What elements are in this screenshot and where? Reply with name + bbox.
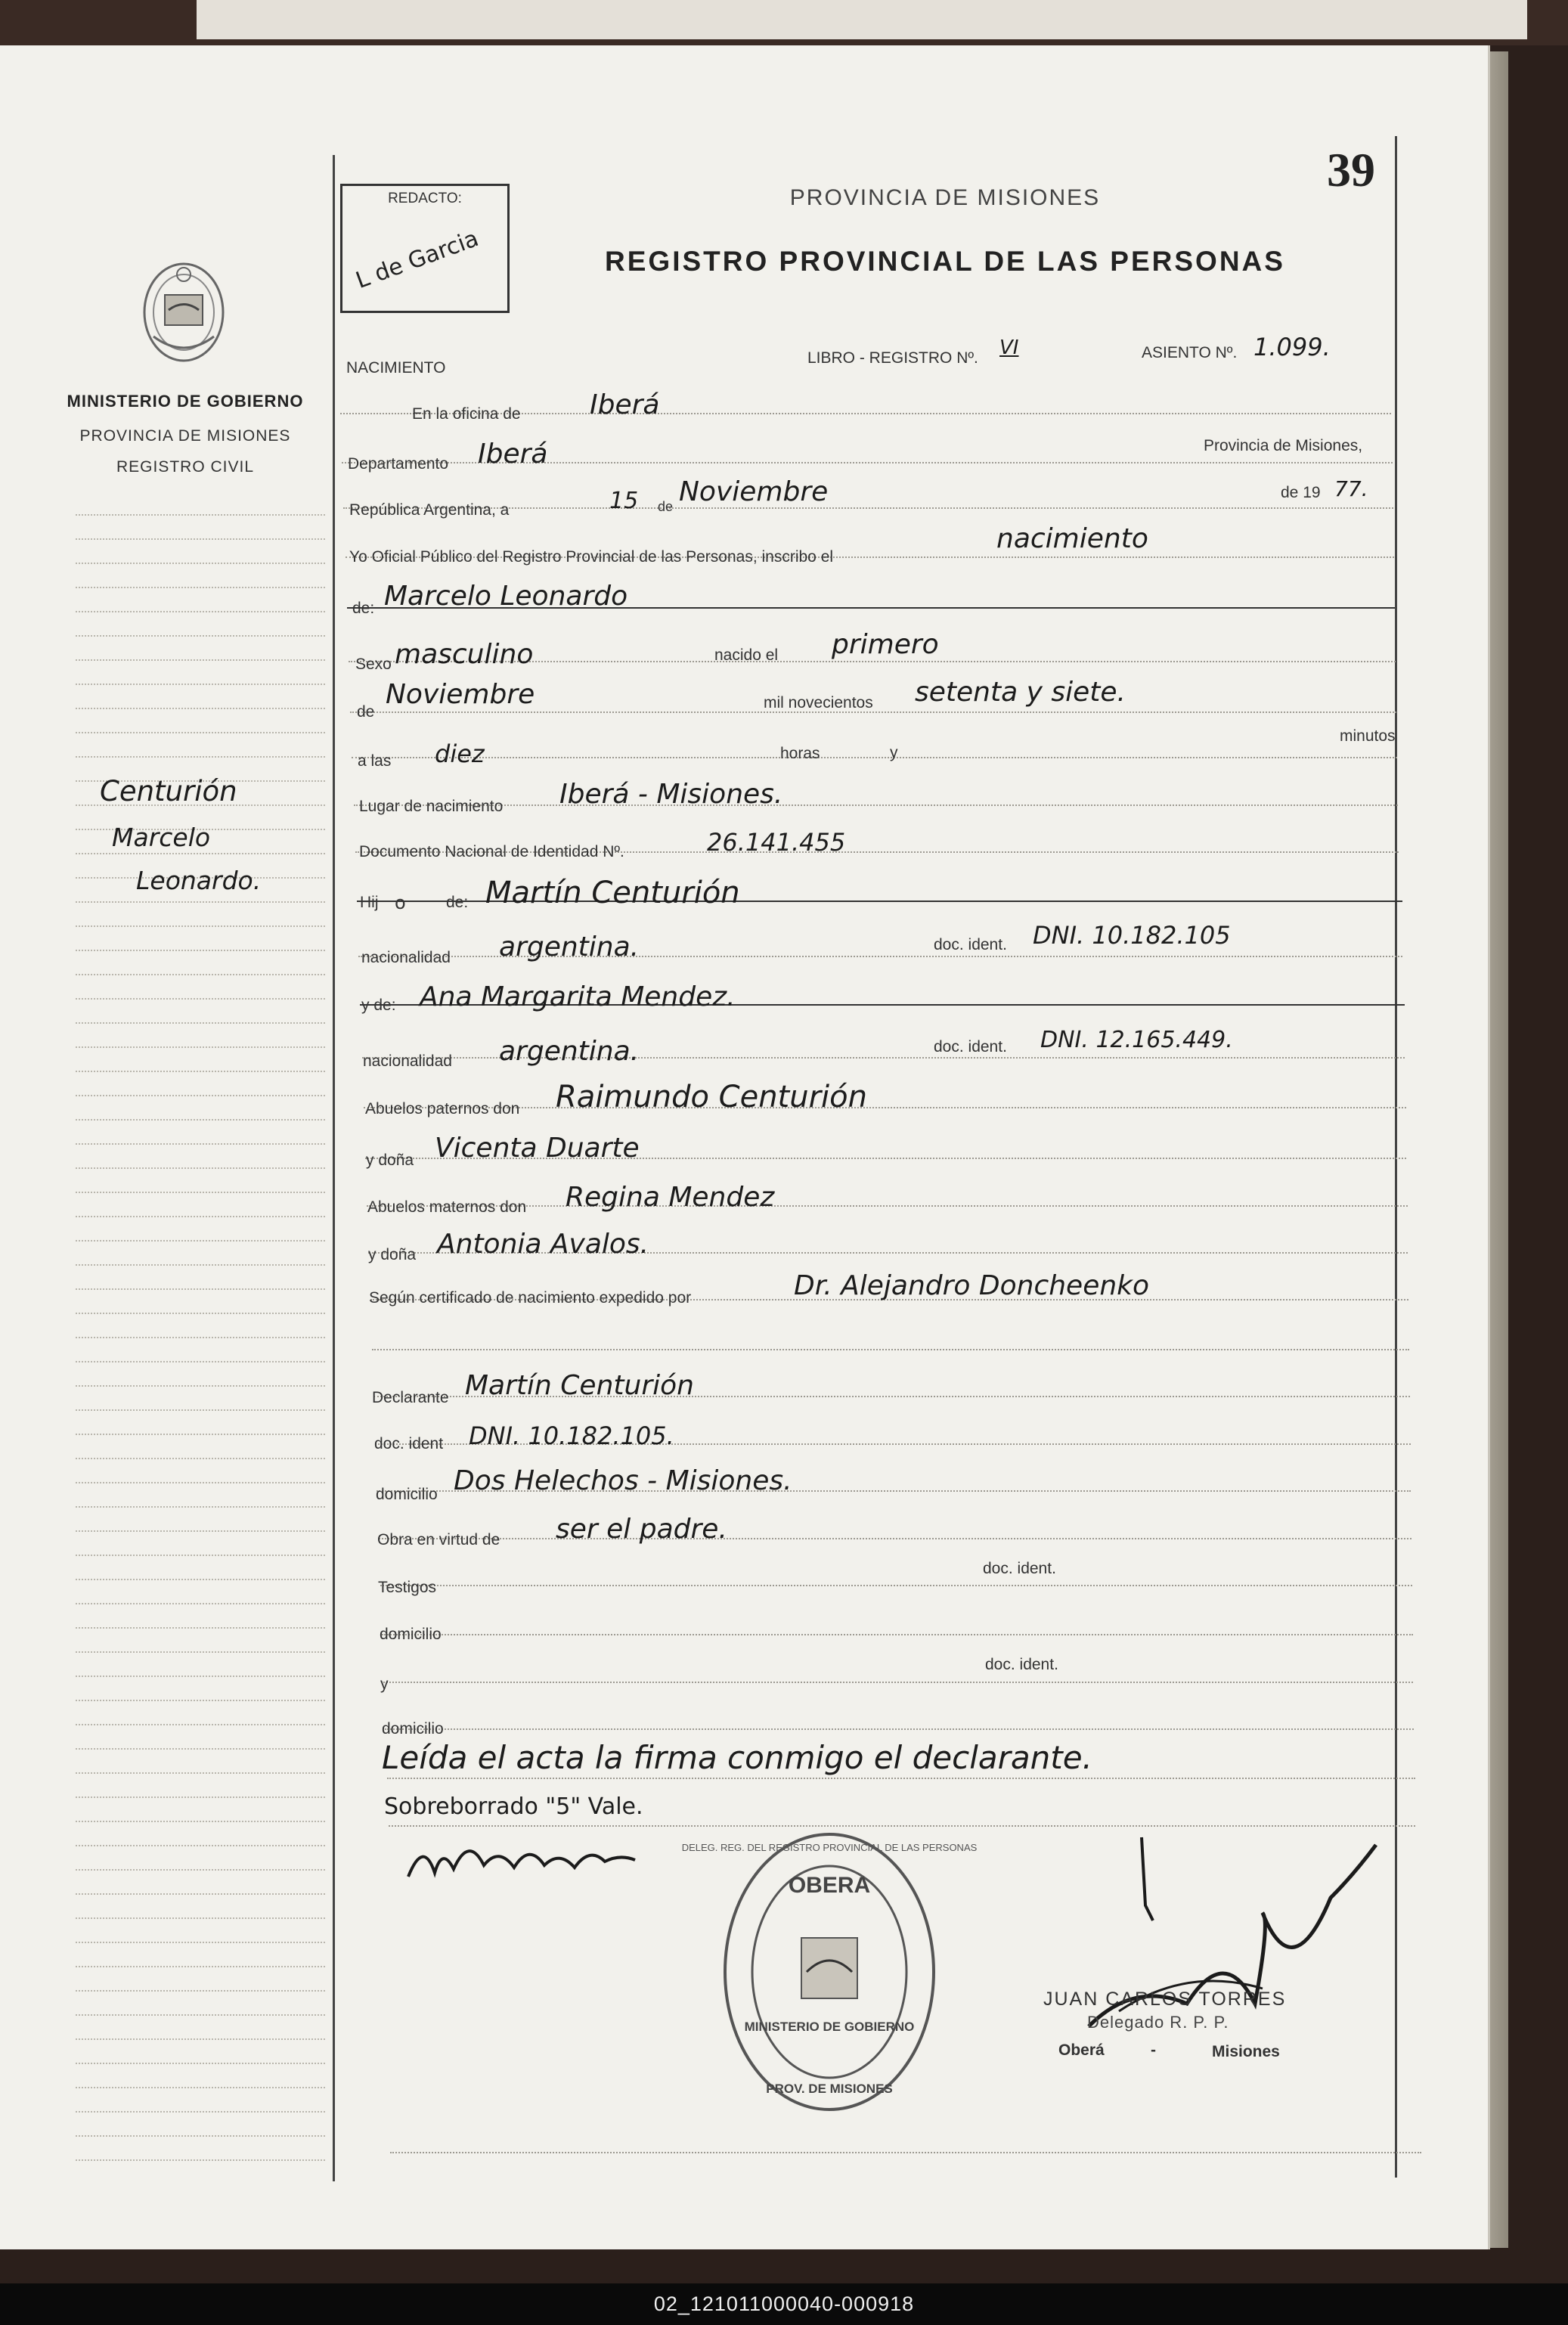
declarante-value: Martín Centurión [465,1370,694,1401]
inscribo-value: nacimiento [996,523,1148,554]
margin-rule [76,998,325,1000]
padre-nacionalidad-value: argentina. [499,932,640,963]
margin-rule [76,684,325,685]
anio-value: 77. [1334,476,1368,501]
margin-rule [76,611,325,612]
testigo1-doc-label: doc. ident. [983,1560,1056,1577]
header-registry: REGISTRO PROVINCIAL DE LAS PERSONAS [605,246,1285,277]
margin-rule [76,1700,325,1701]
nacimiento-mes-value: Noviembre [386,679,535,710]
form-dotted-rule [352,757,1397,758]
margin-rule [76,1458,325,1459]
departamento-value: Iberá [478,439,548,470]
margin-rule [76,1748,325,1750]
libro-label: LIBRO - REGISTRO Nº. [807,349,978,367]
footer-image-id: 02_121011000040-000918 [653,2292,915,2315]
alas-value: diez [435,739,485,768]
margin-rule [76,1216,325,1217]
ministry-title: MINISTERIO DE GOBIERNO [67,392,304,411]
margin-rule [76,514,325,516]
margin-rule [76,2014,325,2016]
previous-page-edge [197,0,1527,39]
margin-rule [76,1555,325,1556]
margin-rule [76,563,325,564]
redacto-signature: L de Garcia [352,225,482,294]
declarant-signature-scrawl [401,1831,650,1892]
nacido-value: primero [832,629,939,660]
margin-rule [76,732,325,733]
margin-rule [76,1337,325,1338]
de-label: de [658,499,674,514]
margin-rule [76,1482,325,1483]
margin-rule [76,1530,325,1532]
oficina-value: Iberá [590,389,660,420]
left-margin-line [333,155,335,2181]
oficina-label: En la oficina de [412,405,521,423]
padre-doc-label: doc. ident. [934,936,1007,953]
official-stamp [681,1828,978,2116]
form-dotted-rule [364,1107,1406,1108]
margin-rule [76,1264,325,1266]
officer-dash: - [1151,2041,1156,2059]
margin-rule [76,1796,325,1798]
margin-rule [76,2087,325,2088]
margin-rule [76,538,325,540]
lugar-label: Lugar de nacimiento [359,798,504,815]
madre-doc-label: doc. ident. [934,1038,1007,1056]
form-dotted-rule [382,1634,1413,1635]
sexo-label: Sexo [355,656,392,673]
form-dotted-rule [372,1349,1409,1350]
declarante-doc-value: DNI. 10.182.105. [469,1421,674,1450]
margin-rule [76,756,325,758]
margin-middle-name: Leonardo. [136,866,262,895]
stamp-ring-text: DELEG. REG. DEL REGISTRO PROVINCIAL DE LAS PERSONAS [681,1842,978,1853]
margin-rule [76,1917,325,1919]
form-dotted-rule [380,1585,1412,1586]
margin-rule [76,1845,325,1846]
margin-rule [76,1724,325,1725]
margin-rule [76,1893,325,1895]
margin-rule [76,1240,325,1242]
margin-rule [76,1313,325,1314]
margin-rule [76,1071,325,1072]
declarante-doc-label: doc. ident [374,1435,444,1452]
stamp-top-word: OBERA [788,1873,871,1898]
ministry-registry: REGISTRO CIVIL [116,458,255,476]
hijo-suffix: o [395,892,406,913]
record-type: NACIMIENTO [346,359,446,377]
abuela-materna-label: y doña [368,1246,417,1263]
margin-rule [76,974,325,975]
nacido-label: nacido el [714,646,779,664]
margin-rule [76,1385,325,1387]
officer-role: Delegado R. P. P. [1087,2013,1229,2032]
hijo-label: Hij [360,894,379,911]
margin-rule [76,925,325,927]
abuelos-paternos-value: Raimundo Centurión [556,1080,867,1114]
abuela-materna-value: Antonia Avalos. [437,1229,649,1260]
margin-surname: Centurión [100,775,237,808]
margin-rule [76,1869,325,1871]
margin-rule [76,1603,325,1604]
anio-label: de 19 [1281,484,1321,501]
margin-rule [76,2135,325,2137]
margin-rule [76,1990,325,1992]
madre-de-label: y de: [361,997,396,1014]
republica-label: República Argentina, a [349,501,510,519]
abuelos-maternos-value: Regina Mendez [566,1182,775,1213]
domicilio-label: domicilio [376,1486,438,1503]
testigo2-doc-label: doc. ident. [985,1656,1058,1673]
provincia-label: Provincia de Misiones, [1204,437,1363,454]
y-label: y [890,744,898,761]
margin-rule [76,1676,325,1677]
officer-province: Misiones [1212,2043,1280,2060]
dia-value: 15 [609,488,639,514]
abuela-paterna-label: y doña [366,1152,414,1169]
margin-rule [76,1192,325,1193]
abuela-paterna-value: Vicenta Duarte [435,1133,640,1164]
margin-rule [76,1119,325,1121]
declarante-label: Declarante [372,1389,449,1406]
form-dotted-rule [387,1778,1415,1779]
anio-letras-value: setenta y siete. [915,677,1126,708]
margin-rule [76,1821,325,1822]
margin-rule [76,1627,325,1629]
margin-rule [76,708,325,709]
padre-value: Martín Centurión [485,876,740,910]
margin-rule [76,1288,325,1290]
testigo2-y-label: y [380,1676,389,1693]
madre-nacionalidad-value: argentina. [499,1036,640,1067]
officer-name: JUAN CARLOS TORRES [1043,1989,1287,2010]
margin-rule [76,2038,325,2040]
redacto-box [340,184,510,313]
form-dotted-rule [385,1728,1414,1730]
right-border-line [1395,136,1397,2178]
margin-rule [76,1046,325,1048]
oficial-label: Yo Oficial Público del Registro Provincial de las Personas, inscribo el [349,548,834,566]
margin-rule [76,1434,325,1435]
margin-rule [76,950,325,951]
lugar-value: Iberá - Misiones. [559,779,783,810]
margin-rule [76,587,325,588]
officer-city: Oberá [1058,2041,1105,2059]
form-dotted-rule [379,1538,1412,1539]
margin-rule [76,901,325,903]
margin-rule [76,659,325,661]
abuelos-paternos-label: Abuelos paternos don [365,1100,520,1118]
testigo2-domicilio-label: domicilio [382,1720,444,1738]
form-dotted-rule [390,2152,1421,2153]
margin-rule [76,1361,325,1362]
sexo-value: masculino [395,639,534,670]
testigos-label: Testigos [378,1579,437,1596]
sobreborrado-note: Sobreborrado "5" Vale. [384,1793,643,1820]
obra-value: ser el padre. [556,1514,727,1545]
mil-novecientos-label: mil novecientos [764,694,873,711]
margin-rule [76,635,325,637]
stamp-inner-text: MINISTERIO DE GOBIERNO [744,2020,915,2034]
de-nombre-label: de: [352,600,375,617]
departamento-label: Departamento [348,455,449,473]
margin-rule [76,2111,325,2113]
margin-rule [76,853,325,854]
minutos-label: minutos [1340,727,1396,745]
form-dotted-rule [354,804,1398,806]
obra-label: Obra en virtud de [377,1531,500,1548]
margin-first-name: Marcelo [112,823,211,852]
padre-nacionalidad-label: nacionalidad [361,949,451,966]
ministry-province: PROVINCIA DE MISIONES [79,427,291,445]
page-number: 39 [1327,143,1375,197]
padre-doc-value: DNI. 10.182.105 [1033,921,1231,950]
coat-of-arms-icon [138,253,229,367]
dni-value: 26.141.455 [707,828,846,857]
redacto-label: REDACTO: [388,191,462,206]
libro-value: VI [999,336,1019,359]
testigo1-domicilio-label: domicilio [380,1626,442,1643]
certificado-value: Dr. Alejandro Doncheenko [794,1270,1150,1301]
margin-rule [76,1651,325,1653]
header-province: PROVINCIA DE MISIONES [789,185,1101,210]
stamp-bottom-text: PROV. DE MISIONES [766,2082,893,2096]
dni-label: Documento Nacional de Identidad Nº. [359,843,624,860]
hijo-de-label: de: [446,894,469,911]
book-edge-top [0,0,1568,45]
horas-label: horas [780,745,820,762]
domicilio-value: Dos Helechos - Misiones. [454,1465,792,1496]
form-dotted-rule [389,1825,1415,1827]
nombre-value: Marcelo Leonardo [384,581,628,612]
asiento-value: 1.099. [1253,333,1331,361]
margin-rule [76,1167,325,1169]
footer-bar [0,2283,1568,2325]
alas-label: a las [358,752,392,770]
margin-rule [76,2159,325,2161]
madre-doc-value: DNI. 12.165.449. [1040,1027,1233,1053]
abuelos-maternos-label: Abuelos maternos don [367,1198,527,1216]
margin-rule [76,1506,325,1508]
declarant-signature [401,1831,650,1892]
asiento-label: ASIENTO Nº. [1142,344,1238,361]
margin-rule [76,1942,325,1943]
margin-rule [76,1966,325,1967]
mes-value: Noviembre [679,476,829,507]
margin-rule [76,2063,325,2064]
margin-rule [76,1579,325,1580]
certificado-label: Según certificado de nacimiento expedido por [369,1289,692,1307]
margin-rule [76,1022,325,1024]
de-mes-label: de [357,703,375,721]
margin-rule [76,1409,325,1411]
margin-rule [76,1095,325,1096]
margin-rule [76,1143,325,1145]
madre-value: Ana Margarita Mendez. [420,981,736,1012]
form-dotted-rule [350,711,1396,713]
margin-rule [76,1772,325,1774]
closing-statement: Leída el acta la firma conmigo el declarante. [382,1739,1092,1776]
form-dotted-rule [383,1682,1413,1683]
madre-nacionalidad-label: nacionalidad [363,1052,452,1070]
